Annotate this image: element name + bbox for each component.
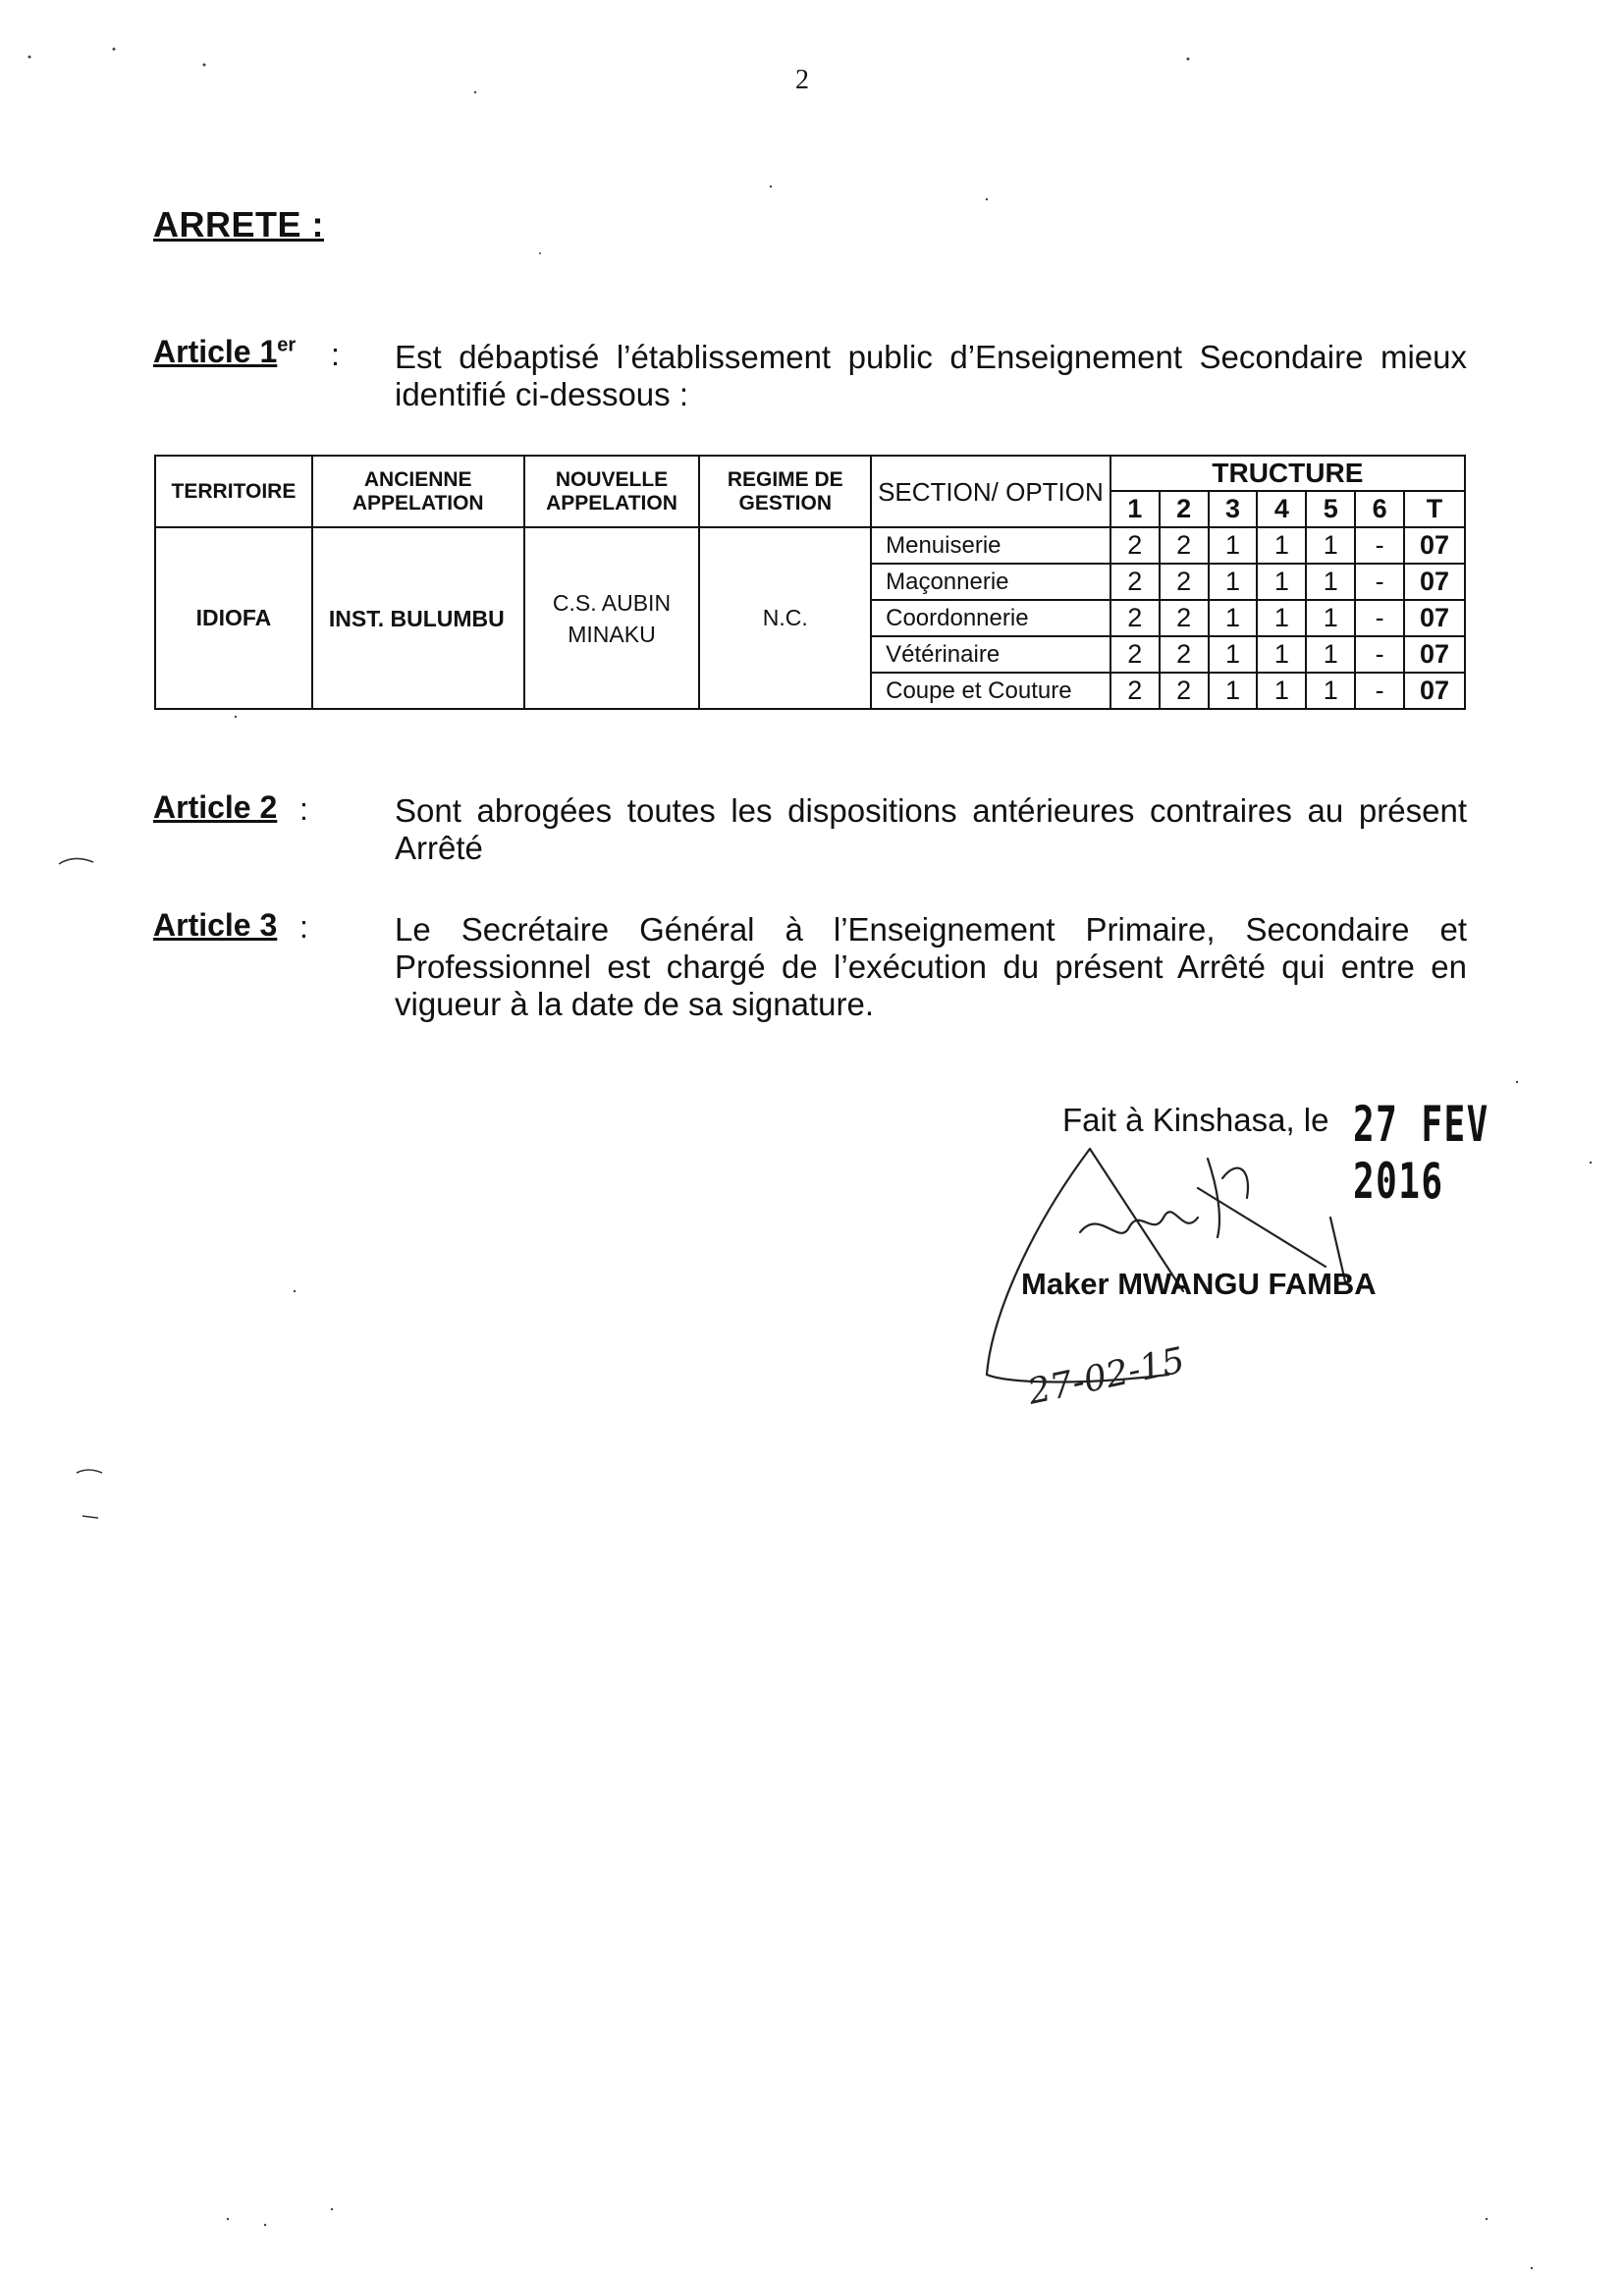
article-3-text: Le Secrétaire Général à l’Enseignement Primaire, Secondaire et Professionnel est chargé de l’exécution du présent Arrêté qui entre en vigueur à la date de sa signature. — [395, 911, 1467, 1022]
header-year-3: 3 — [1209, 491, 1258, 527]
cell-total: 07 — [1404, 564, 1465, 600]
cell-nouvelle-appelation: C.S. AUBIN MINAKU — [524, 527, 700, 709]
header-regime-gestion: REGIME DE GESTION — [699, 456, 871, 527]
article-3-colon: : — [299, 909, 308, 945]
cell-section: Coupe et Couture — [871, 673, 1110, 709]
cell-section: Menuiserie — [871, 527, 1110, 564]
cell-value: 2 — [1160, 564, 1209, 600]
date-stamp: 27 FEV 2016 — [1353, 1096, 1489, 1210]
cell-regime-gestion: N.C. — [699, 527, 871, 709]
cell-value: 1 — [1306, 673, 1355, 709]
header-year-2: 2 — [1160, 491, 1209, 527]
article-2-text: Sont abrogées toutes les dispositions antérieures contraires au présent Arrêté — [395, 792, 1467, 866]
cell-value: 2 — [1160, 673, 1209, 709]
cell-value: 2 — [1110, 600, 1160, 636]
cell-value: 1 — [1306, 564, 1355, 600]
header-nouvelle-appelation: NOUVELLE APPELATION — [524, 456, 700, 527]
header-year-4: 4 — [1257, 491, 1306, 527]
signatory-name: Maker MWANGU FAMBA — [1021, 1267, 1377, 1301]
cell-section: Vétérinaire — [871, 636, 1110, 673]
cell-value: 1 — [1306, 636, 1355, 673]
cell-value: 1 — [1306, 527, 1355, 564]
cell-total: 07 — [1404, 673, 1465, 709]
cell-value: 1 — [1257, 527, 1306, 564]
cell-value: 2 — [1160, 636, 1209, 673]
cell-value: 2 — [1160, 600, 1209, 636]
cell-total: 07 — [1404, 600, 1465, 636]
cell-value: 1 — [1257, 600, 1306, 636]
header-section-option: SECTION/ OPTION — [871, 456, 1110, 527]
article-2-colon: : — [299, 791, 308, 827]
cell-value: - — [1355, 527, 1404, 564]
cell-value: 1 — [1257, 564, 1306, 600]
cell-value: - — [1355, 673, 1404, 709]
header-structure: TRUCTURE — [1110, 456, 1465, 491]
article-1-label-sup: er — [277, 334, 297, 356]
cell-value: 2 — [1110, 673, 1160, 709]
cell-total: 07 — [1404, 636, 1465, 673]
cell-value: 1 — [1209, 527, 1258, 564]
article-2-label-text: Article 2 — [153, 789, 278, 825]
cell-value: 2 — [1110, 527, 1160, 564]
cell-value: 2 — [1160, 527, 1209, 564]
cell-value: - — [1355, 636, 1404, 673]
cell-value: 1 — [1209, 600, 1258, 636]
cell-value: 1 — [1257, 636, 1306, 673]
cell-section: Maçonnerie — [871, 564, 1110, 600]
page-number: 2 — [795, 65, 809, 95]
header-year-6: 6 — [1355, 491, 1404, 527]
cell-value: 1 — [1209, 673, 1258, 709]
decree-heading: ARRETE : — [153, 204, 324, 244]
cell-value: 1 — [1209, 564, 1258, 600]
cell-value: - — [1355, 600, 1404, 636]
header-ancienne-appelation: ANCIENNE APPELATION — [312, 456, 524, 527]
article-1-label-text: Article 1 — [153, 334, 278, 369]
cell-ancienne-appelation: INST. BULUMBU — [312, 527, 524, 709]
cell-value: 1 — [1257, 673, 1306, 709]
header-territoire: TERRITOIRE — [155, 456, 312, 527]
article-3-label-text: Article 3 — [153, 907, 278, 943]
cell-value: 2 — [1110, 564, 1160, 600]
cell-territoire: IDIOFA — [155, 527, 312, 709]
header-total: T — [1404, 491, 1465, 527]
article-1-text: Est débaptisé l’établissement public d’Enseignement Secondaire mieux identifié ci-dessous : — [395, 339, 1467, 412]
svg-text:27-02-15: 27-02-15 — [1024, 1340, 1189, 1413]
cell-section: Coordonnerie — [871, 600, 1110, 636]
cell-total: 07 — [1404, 527, 1465, 564]
cell-value: - — [1355, 564, 1404, 600]
place-and-date-prefix: Fait à Kinshasa, le — [1062, 1102, 1329, 1138]
article-1-colon: : — [331, 337, 340, 372]
header-year-1: 1 — [1110, 491, 1160, 527]
cell-value: 1 — [1209, 636, 1258, 673]
cell-value: 1 — [1306, 600, 1355, 636]
cell-value: 2 — [1110, 636, 1160, 673]
header-year-5: 5 — [1306, 491, 1355, 527]
